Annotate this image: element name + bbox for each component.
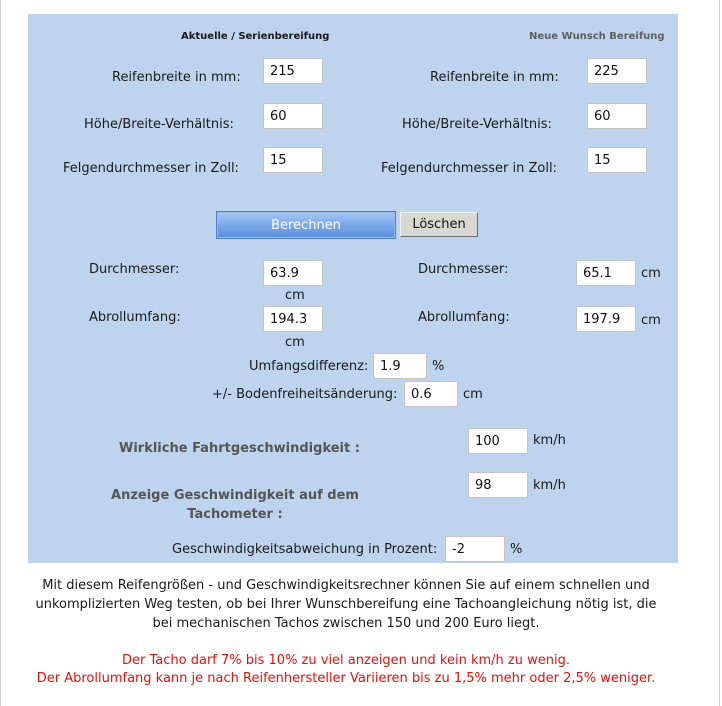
calculator-panel [28,14,678,563]
right-circumference-output[interactable] [576,306,636,332]
right-diameter-output[interactable] [576,260,636,286]
right-diameter-label: Durchmesser: [418,262,509,277]
new-tires-header: Neue Wunsch Bereifung [529,31,665,42]
right-ratio-input[interactable] [587,103,647,129]
calculate-button[interactable]: Berechnen [216,211,396,239]
warning-line-2: Der Abrollumfang kann je nach Reifenhersteller Variieren bis zu 1,5% mehr oder 2,5% weniger. [36,671,656,686]
speed-deviation-percent: % [510,542,523,557]
left-ratio-input[interactable] [263,103,323,129]
left-diameter-output[interactable] [263,260,323,286]
left-ratio-label: Höhe/Breite-Verhältnis: [84,117,234,132]
display-speed-label-line1: Anzeige Geschwindigkeit auf dem [111,488,359,503]
info-line-2: unkomplizierten Weg testen, ob bei Ihrer Wunschbereifung eine Tachoangleichung nötig ist, die [35,597,657,612]
right-ratio-label: Höhe/Breite-Verhältnis: [402,117,552,132]
right-rim-label: Felgendurchmesser in Zoll: [381,161,557,176]
clear-button[interactable]: Löschen [400,212,478,237]
real-speed-label: Wirkliche Fahrtgeschwindigkeit : [119,441,360,456]
page-border-right [719,0,720,706]
right-diameter-unit: cm [641,266,661,281]
left-circumference-output[interactable] [263,306,323,332]
display-speed-unit: km/h [533,478,566,493]
right-circumference-label: Abrollumfang: [418,310,510,325]
left-circumference-label: Abrollumfang: [89,310,181,325]
right-rim-input[interactable] [587,147,647,173]
warning-line-1: Der Tacho darf 7% bis 10% zu viel anzeigen und kein km/h zu wenig. [122,653,570,668]
left-tire-width-input[interactable] [263,58,323,84]
left-circumference-unit: cm [285,335,305,350]
left-diameter-unit: cm [285,288,305,303]
ground-clearance-output[interactable] [404,381,458,407]
right-circumference-unit: cm [641,313,661,328]
left-tire-width-label: Reifenbreite in mm: [112,70,241,85]
circumference-diff-output[interactable] [373,353,427,379]
left-rim-input[interactable] [263,147,323,173]
info-line-3: bei mechanischen Tachos zwischen 150 und 200 Euro liegt. [152,616,540,631]
left-rim-label: Felgendurchmesser in Zoll: [63,161,239,176]
real-speed-unit: km/h [533,433,566,448]
ground-clearance-unit: cm [463,387,483,402]
current-tires-header: Aktuelle / Serienbereifung [181,31,330,42]
circumference-diff-label: Umfangsdifferenz: [249,359,369,374]
display-speed-output[interactable] [468,472,528,498]
display-speed-label-line2: Tachometer : [187,507,283,522]
right-tire-width-input[interactable] [587,58,647,84]
left-diameter-label: Durchmesser: [89,262,180,277]
right-tire-width-label: Reifenbreite in mm: [430,70,559,85]
info-line-1: Mit diesem Reifengrößen - und Geschwindigkeitsrechner können Sie auf einem schnellen und [42,578,650,593]
speed-deviation-label: Geschwindigkeitsabweichung in Prozent: [172,542,438,557]
real-speed-input[interactable] [468,428,528,454]
display-speed-label [100,486,370,524]
ground-clearance-label: +/- Bodenfreiheitsänderung: [212,387,398,402]
speed-deviation-output[interactable] [445,536,505,562]
diff-percent-unit: % [432,359,445,374]
